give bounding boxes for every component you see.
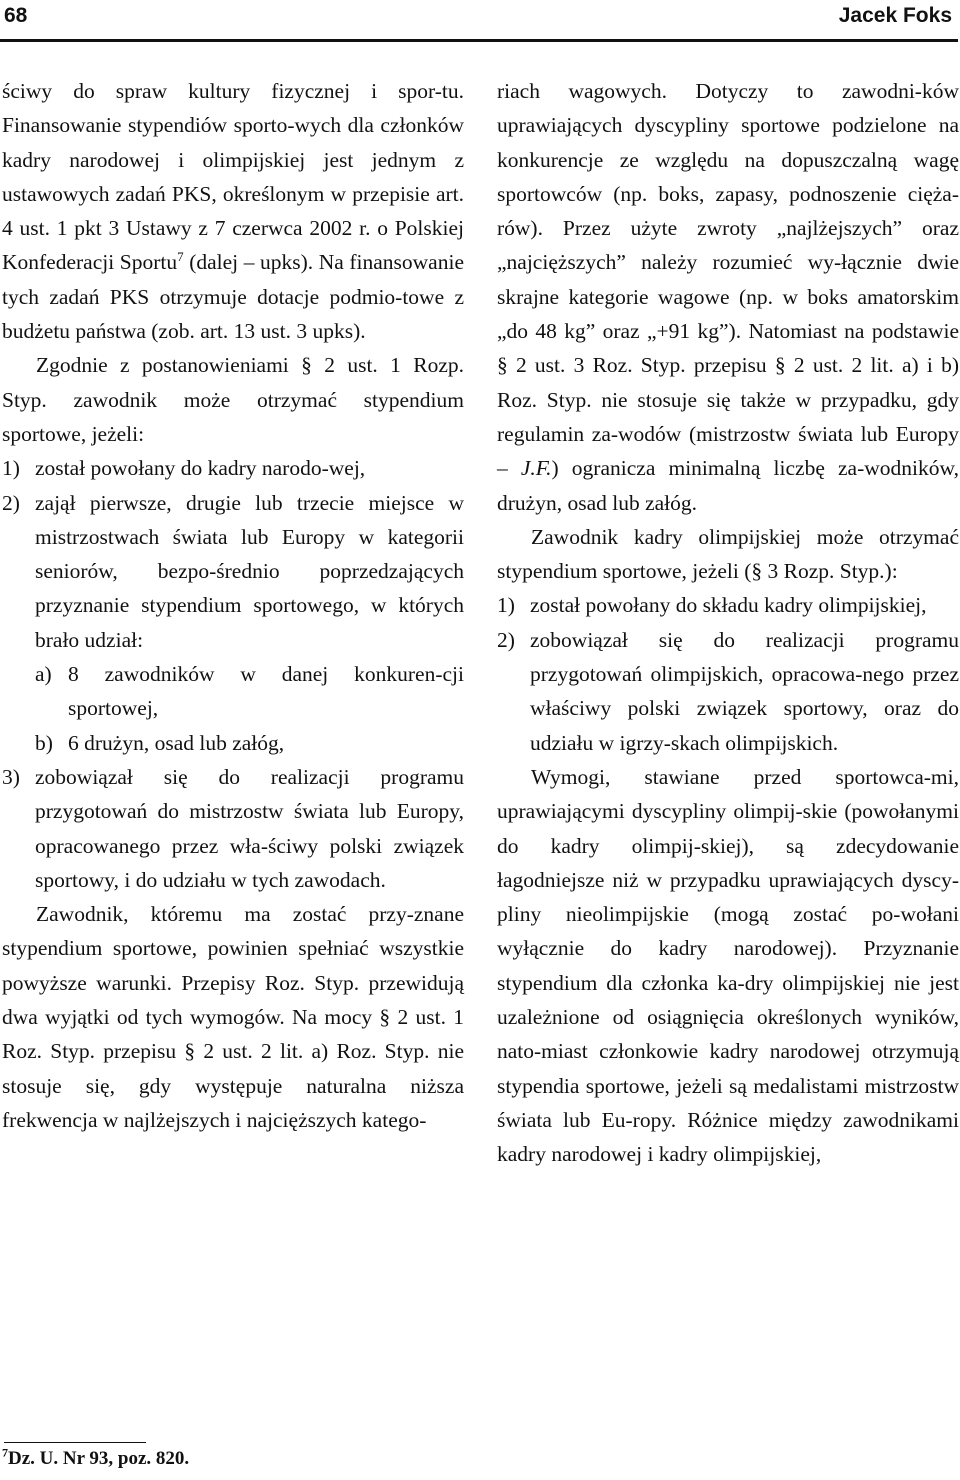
paragraph: ściwy do spraw kultury fizycznej i spor-tu. Finansowanie stypendiów sporto-wych dla członków kadry narodowej i olimpijskiej jest jednym z ustawowych zadań PKS, określonym w przepisie art. 4 ust. 1 pkt 3 Ustawy z 7 czerwca 2002 r. o Polskiej Konfederacji Sportu$^7$ (dalej – upks). Na finansowanie tych zadań PKS otrzymuje dotacje podmio-towe z budżetu państwa (zob. art. 13 ust. 3 upks).	[2, 79, 464, 344]
list-item: 2) zajął pierwsze, drugie lub trzecie miejsce w mistrzostwach świata lub Europy w kategorii seniorów, bezpo-średnio poprzedzających przyznanie stypendium sportowego, w których brało udział:	[2, 490, 464, 652]
list-item: 3) zobowiązał się do realizacji programu przygotowań do mistrzostw świata lub Europy, opracowanego przez wła-ściwy polski związek sportowy, i do udziału w tych zawodach.	[2, 764, 464, 892]
list-item: 1) został powołany do składu kadry olimpijskiej,	[497, 593, 927, 618]
page-number: 68	[4, 4, 28, 27]
paragraph: Zgodnie z postanowieniami § 2 ust. 1 Rozp. Styp. zawodnik może otrzymać stypendium sportowe, jeżeli:	[2, 353, 464, 446]
right-column	[497, 74, 959, 1172]
paragraph: Zawodnik, któremu ma zostać przy-znane stypendium sportowe, powinien spełniać wszystkie powyższe warunki. Przepisy Roz. Styp. przewidują dwa wyjątki od tych wymogów. Na mocy § 2 ust. 1 Roz. Styp. przepisu § 2 ust. 2 lit. a) Roz. Styp. nie stosuje się, gdy występuje naturalna niższa frekwencja w najlżejszych i najcięższych katego-	[2, 902, 464, 1132]
paragraph: riach wagowych. Dotyczy to zawodni-ków uprawiających dyscypliny sportowe podzielone na konkurencje ze względu na dopuszczalną wagę sportowców (np. boks, zapasy, podnoszenie cięża-rów). Przez użyte zwroty „najlżejszych” oraz „najcięższych” należy rozumieć wy-łącznie dwie skrajne kategorie wagowe (np. w boks amatorskim „do 48 kg” oraz „+91 kg”). Natomiast na podstawie § 2 ust. 3 Roz. Styp. przepisu § 2 ust. 2 lit. a) i b) Roz. Styp. nie stosuje się także w przypadku, gdy regulamin za-wodów (mistrzostw świata lub Europy – J.F.) ogranicza minimalną liczbę za-wodników, drużyn, osad lub załóg.	[497, 79, 959, 515]
sub-list-item: a) 8 zawodników w danej konkuren-cji sportowej,	[35, 662, 464, 721]
initials: J.F.	[520, 456, 552, 481]
footnote: $^7$Dz. U. Nr 93, poz. 820.	[2, 1445, 190, 1469]
sub-list-item: b) 6 drużyn, osad lub załóg,	[35, 730, 285, 755]
paragraph: Zawodnik kadry olimpijskiej może otrzymać stypendium sportowe, jeżeli (§ 3 Rozp. Styp.):	[497, 524, 959, 584]
left-column	[2, 74, 464, 1137]
list-item: 1) został powołany do kadry narodo-wej,	[2, 456, 366, 481]
paragraph: Wymogi, stawiane przed sportowca-mi, uprawiającymi dyscypliny olimpij-skie (powołanymi do kadry olimpij-skiej), są zdecydowanie łagodniejsze niż w przypadku uprawiających dyscy-pliny nieolimpijskie (mogą zostać po-wołani wyłącznie do kadry narodowej). Przyznanie stypendium dla członka ka-dry olimpijskiej nie jest uzależnione od osiągnięcia określonych wyników, nato-miast członkowie kadry narodowej otrzymują stypendia sportowe, jeżeli są medalistami mistrzostw świata lub Eu-ropy. Różnice między zawodnikami kadry narodowej i kadry olimpijskiej,	[497, 764, 959, 1167]
running-head-author: Jacek Foks	[838, 4, 952, 27]
header-rule	[0, 39, 958, 42]
page-header	[0, 0, 960, 40]
footnote-rule	[4, 1442, 146, 1443]
list-item: 2) zobowiązał się do realizacji programu przygotowań olimpijskich, opracowa-nego przez właściwy polski związek sportowy, oraz do udziału w igrzy-skach olimpijskich.	[497, 627, 959, 755]
footnote-marker: 7	[177, 249, 184, 265]
